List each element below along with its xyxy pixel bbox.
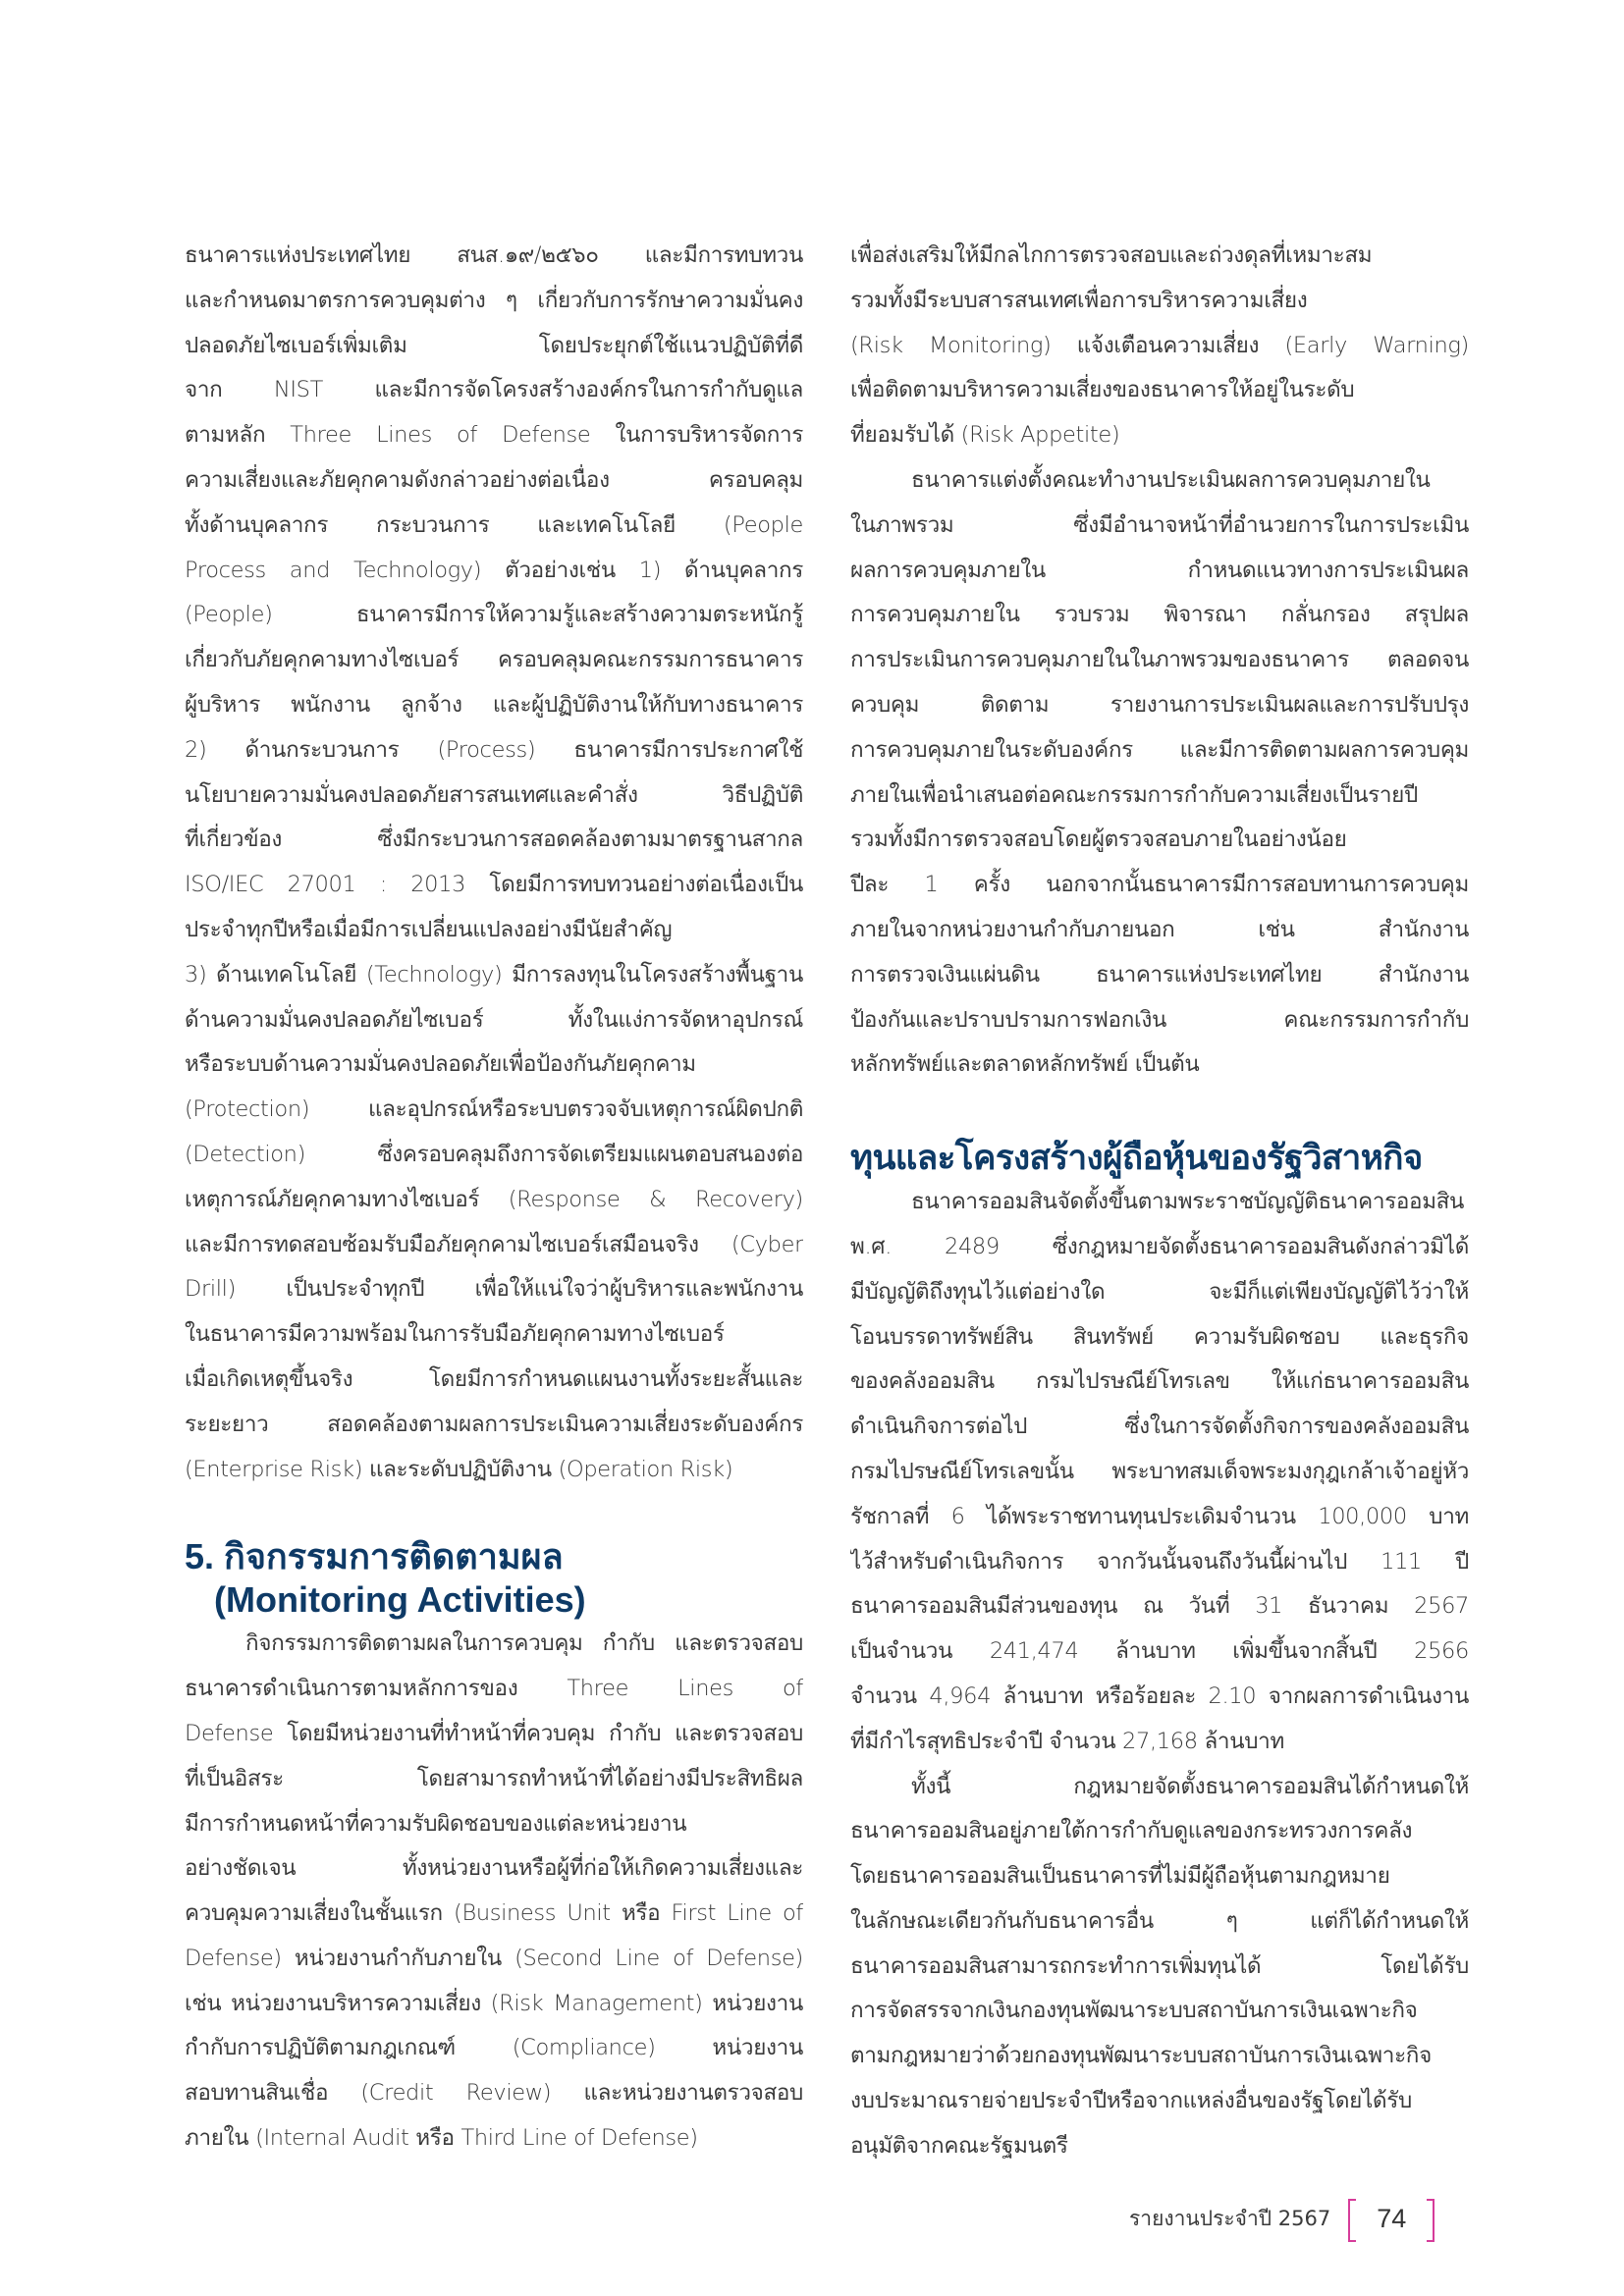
- paragraph-internal-control-evaluation: [850, 458, 1469, 1088]
- text-line: ในภาพรวม ซึ่งมีอำนาจหน้าที่อำนวยการในการประเมิน: [850, 511, 1469, 538]
- text-line: มีการกำหนดหน้าที่ความรับผิดชอบของแต่ละหน่วยงาน: [185, 1810, 687, 1837]
- text-line: ไว้สำหรับดำเนินกิจการ จากวันนั้นจนถึงวันนี้ผ่านไป 111 ปี: [850, 1548, 1469, 1575]
- text-line: การตรวจเงินแผ่นดิน ธนาคารแห่งประเทศไทย สำนักงาน: [850, 961, 1469, 988]
- text-line: การควบคุมภายในระดับองค์กร และมีการติดตามผลการควบคุม: [850, 736, 1469, 763]
- text-line: จำนวน 4,964 ล้านบาท หรือร้อยละ 2.10 จากผลการดำเนินงาน: [850, 1682, 1469, 1709]
- text-line: ทั้งด้านบุคลากร กระบวนการ และเทคโนโลยี (People: [185, 511, 803, 538]
- paragraph-capital-increase: [850, 1765, 1469, 2169]
- text-line: งบประมาณรายจ่ายประจำปีหรือจากแหล่งอื่นของรัฐโดยได้รับ: [850, 2088, 1412, 2114]
- text-line: ภายในเพื่อนำเสนอต่อคณะกรรมการกำกับความเสี่ยงเป็นรายปี: [850, 781, 1418, 808]
- text-line: Process and Technology) ตัวอย่างเช่น 1) ด้านบุคลากร: [185, 557, 803, 583]
- text-line: หรือระบบด้านความมั่นคงปลอดภัยเพื่อป้องกันภัยคุกคาม: [185, 1051, 696, 1078]
- page-number: 74: [1377, 2203, 1407, 2233]
- text-line: (Protection) และอุปกรณ์หรือระบบตรวจจับเหตุการณ์ผิดปกติ: [185, 1096, 803, 1123]
- page-footer: [1129, 2197, 1435, 2240]
- left-column: [185, 234, 803, 2162]
- text-line: กำกับการปฏิบัติตามกฎเกณฑ์ (Compliance) หน่วยงาน: [185, 2035, 803, 2061]
- text-line: (Detection) ซึ่งครอบคลุมถึงการจัดเตรียมแผนตอบสนองต่อ: [185, 1141, 803, 1167]
- text-line: (Enterprise Risk) และระดับปฏิบัติงาน (Operation Risk): [185, 1456, 733, 1482]
- capital-structure-heading: ทุนและโครงสร้างผู้ถือหุ้นของรัฐวิสาหกิจ: [850, 1139, 1423, 1178]
- text-line: เกี่ยวกับภัยคุกคามทางไซเบอร์ ครอบคลุมคณะกรรมการธนาคาร: [185, 647, 803, 673]
- text-line: มีบัญญัติถึงทุนไว้แต่อย่างใด จะมีก็แต่เพียงบัญญัติไว้ว่าให้: [850, 1278, 1469, 1305]
- text-line: ธนาคารออมสินอยู่ภายใต้การกำกับดูแลของกระทรวงการคลัง: [850, 1818, 1413, 1844]
- text-line: เช่น หน่วยงานบริหารความเสี่ยง (Risk Management) หน่วยงาน: [185, 1990, 803, 2016]
- text-line: เป็นจำนวน 241,474 ล้านบาท เพิ่มขึ้นจากสิ้นปี 2566: [850, 1638, 1469, 1665]
- text-line: ISO/IEC 27001 : 2013 โดยมีการทบทวนอย่างต่อเนื่องเป็น: [185, 872, 803, 898]
- text-line: พ.ศ. 2489 ซึ่งกฎหมายจัดตั้งธนาคารออมสินดังกล่าวมิได้: [850, 1233, 1469, 1259]
- text-line: ระยะยาว สอดคล้องตามผลการประเมินความเสี่ยงระดับองค์กร: [185, 1411, 803, 1437]
- text-line: ผู้บริหาร พนักงาน ลูกจ้าง และผู้ปฏิบัติงานให้กับทางธนาคาร: [185, 691, 803, 718]
- text-line: หลักทรัพย์และตลาดหลักทรัพย์ เป็นต้น: [850, 1051, 1200, 1078]
- text-line: ควบคุม ติดตาม รายงานการประเมินผลและการปรับปรุง: [850, 691, 1469, 718]
- paragraph-monitoring-activities: [185, 1622, 803, 2162]
- right-bracket-icon: [1427, 2199, 1435, 2242]
- text-line: ปลอดภัยไซเบอร์เพิ่มเติม โดยประยุกต์ใช้แนวปฏิบัติที่ดี: [185, 332, 803, 358]
- text-line: รวมทั้งมีระบบสารสนเทศเพื่อการบริหารความเสี่ยง: [850, 287, 1308, 313]
- text-line: ธนาคารออมสินสามารถกระทำการเพิ่มทุนได้ โดยได้รับ: [850, 1952, 1469, 1979]
- text-line: ธนาคารออมสินมีส่วนของทุน ณ วันที่ 31 ธันวาคม 2567: [850, 1593, 1469, 1620]
- text-line: ธนาคารดำเนินการตามหลักการของ Three Lines of: [185, 1676, 803, 1702]
- text-line: ทั้งนี้ กฎหมายจัดตั้งธนาคารออมสินได้กำหนดให้: [911, 1773, 1469, 1799]
- text-line: ธนาคารแต่งตั้งคณะทำงานประเมินผลการควบคุมภายใน: [911, 466, 1431, 493]
- text-line: ด้านความมั่นคงปลอดภัยไซเบอร์ ทั้งในแง่การจัดหาอุปกรณ์: [185, 1006, 803, 1033]
- text-line: (Risk Monitoring) แจ้งเตือนความเสี่ยง (Early Warning): [850, 332, 1469, 358]
- text-line: ในลักษณะเดียวกันกับธนาคารอื่น ๆ แต่ก็ได้กำหนดให้: [850, 1907, 1469, 1934]
- text-line: ดำเนินกิจการต่อไป ซึ่งในการจัดตั้งกิจการของคลังออมสิน: [850, 1414, 1469, 1440]
- text-line: ป้องกันและปราบปรามการฟอกเงิน คณะกรรมการกำกับ: [850, 1006, 1469, 1033]
- text-line: Defense) หน่วยงานกำกับภายใน (Second Line of Defense): [185, 1945, 803, 1971]
- text-line: กรมไปรษณีย์โทรเลขนั้น พระบาทสมเด็จพระมงกุฎเกล้าเจ้าอยู่หัว: [850, 1458, 1469, 1484]
- paragraph-cyber-security: [185, 234, 803, 1492]
- text-line: ธนาคารแห่งประเทศไทย สนส.๑๙/๒๕๖๐ และมีการทบทวน: [185, 242, 803, 268]
- text-line: ธนาคารออมสินจัดตั้งขึ้นตามพระราชบัญญัติธนาคารออมสิน: [911, 1189, 1465, 1215]
- paragraph-risk-monitoring: [850, 234, 1469, 458]
- text-line: และมีการทดสอบซ้อมรับมือภัยคุกคามไซเบอร์เสมือนจริง (Cyber: [185, 1231, 803, 1257]
- text-line: โอนบรรดาทรัพย์สิน สินทรัพย์ ความรับผิดชอบ และธุรกิจ: [850, 1323, 1469, 1350]
- text-line: เพื่อติดตามบริหารความเสี่ยงของธนาคารให้อยู่ในระดับ: [850, 377, 1355, 403]
- text-line: ตามกฎหมายว่าด้วยกองทุนพัฒนาระบบสถาบันการเงินเฉพาะกิจ: [850, 2043, 1432, 2069]
- text-line: ตามหลัก Three Lines of Defense ในการบริหารจัดการ: [185, 422, 803, 449]
- text-line: (People) ธนาคารมีการให้ความรู้และสร้างความตระหนักรู้: [185, 602, 803, 628]
- left-bracket-icon: [1348, 2199, 1356, 2242]
- annual-report-label: รายงานประจำปี 2567: [1129, 2206, 1331, 2230]
- text-line: ที่เป็นอิสระ โดยสามารถทำหน้าที่ได้อย่างมีประสิทธิผล: [185, 1765, 803, 1791]
- text-line: ภายในจากหน่วยงานกำกับภายนอก เช่น สำนักงาน: [850, 916, 1469, 942]
- text-line: เมื่อเกิดเหตุขึ้นจริง โดยมีการกำหนดแผนงานทั้งระยะสั้นและ: [185, 1365, 803, 1392]
- paragraph-bank-establishment: [850, 1180, 1469, 1764]
- text-line: Drill) เป็นประจำทุกปี เพื่อให้แน่ใจว่าผู้บริหารและพนักงาน: [185, 1276, 803, 1303]
- text-line: การประเมินการควบคุมภายในในภาพรวมของธนาคาร ตลอดจน: [850, 647, 1469, 673]
- section-5-heading-thai: 5. กิจกรรมการติดตามผล: [185, 1536, 564, 1577]
- text-line: การควบคุมภายใน รวบรวม พิจารณา กลั่นกรอง สรุปผล: [850, 602, 1469, 628]
- text-line: การจัดสรรจากเงินกองทุนพัฒนาระบบสถาบันการเงินเฉพาะกิจ: [850, 1998, 1418, 2024]
- text-line: อนุมัติจากคณะรัฐมนตรี: [850, 2132, 1068, 2159]
- text-line: ที่มีกำไรสุทธิประจำปี จำนวน 27,168 ล้านบาท: [850, 1728, 1284, 1754]
- text-line: ของคลังออมสิน กรมไปรษณีย์โทรเลข ให้แก่ธนาคารออมสิน: [850, 1368, 1469, 1395]
- text-line: และกำหนดมาตรการควบคุมต่าง ๆ เกี่ยวกับการรักษาความมั่นคง: [185, 287, 803, 313]
- text-line: อย่างชัดเจน ทั้งหน่วยงานหรือผู้ที่ก่อให้เกิดความเสี่ยงและ: [185, 1855, 803, 1882]
- text-line: รัชกาลที่ 6 ได้พระราชทานทุนประเดิมจำนวน 100,000 บาท: [850, 1503, 1469, 1529]
- text-line: กิจกรรมการติดตามผลในการควบคุม กำกับ และตรวจสอบ: [245, 1630, 803, 1657]
- text-line: ในธนาคารมีความพร้อมในการรับมือภัยคุกคามทางไซเบอร์: [185, 1321, 725, 1348]
- text-line: ควบคุมความเสี่ยงในชั้นแรก (Business Unit หรือ First Line of: [185, 1900, 803, 1927]
- section-5-heading: [185, 1535, 803, 1622]
- text-line: 2) ด้านกระบวนการ (Process) ธนาคารมีการประกาศใช้: [185, 736, 803, 763]
- text-line: จาก NIST และมีการจัดโครงสร้างองค์กรในการกำกับดูแล: [185, 377, 803, 403]
- text-line: นโยบายความมั่นคงปลอดภัยสารสนเทศและคำสั่ง วิธีปฏิบัติ: [185, 781, 803, 808]
- text-line: โดยธนาคารออมสินเป็นธนาคารที่ไม่มีผู้ถือหุ้นตามกฎหมาย: [850, 1863, 1390, 1890]
- right-column: [850, 234, 1469, 2169]
- page-number-box: [1348, 2199, 1435, 2238]
- text-line: Defense โดยมีหน่วยงานที่ทำหน้าที่ควบคุม กำกับ และตรวจสอบ: [185, 1720, 803, 1746]
- text-line: ปีละ 1 ครั้ง นอกจากนั้นธนาคารมีการสอบทานการควบคุม: [850, 872, 1469, 898]
- text-line: เพื่อส่งเสริมให้มีกลไกการตรวจสอบและถ่วงดุลที่เหมาะสม: [850, 242, 1373, 268]
- text-line: ผลการควบคุมภายใน กำหนดแนวทางการประเมินผล: [850, 557, 1469, 583]
- section-5-heading-english: (Monitoring Activities): [214, 1579, 586, 1621]
- text-line: 3) ด้านเทคโนโลยี (Technology) มีการลงทุนในโครงสร้างพื้นฐาน: [185, 961, 803, 988]
- text-line: ความเสี่ยงและภัยคุกคามดังกล่าวอย่างต่อเนื่อง ครอบคลุม: [185, 466, 803, 493]
- text-line: สอบทานสินเชื่อ (Credit Review) และหน่วยงานตรวจสอบ: [185, 2080, 803, 2107]
- text-line: ที่ยอมรับได้ (Risk Appetite): [850, 422, 1120, 449]
- text-line: รวมทั้งมีการตรวจสอบโดยผู้ตรวจสอบภายในอย่างน้อย: [850, 827, 1347, 853]
- text-line: ภายใน (Internal Audit หรือ Third Line of Defense): [185, 2125, 698, 2152]
- text-line: เหตุการณ์ภัยคุกคามทางไซเบอร์ (Response & Recovery): [185, 1186, 803, 1212]
- text-line: ที่เกี่ยวข้อง ซึ่งมีกระบวนการสอดคล้องตามมาตรฐานสากล: [185, 827, 803, 853]
- text-line: ประจำทุกปีหรือเมื่อมีการเปลี่ยนแปลงอย่างมีนัยสำคัญ: [185, 916, 673, 942]
